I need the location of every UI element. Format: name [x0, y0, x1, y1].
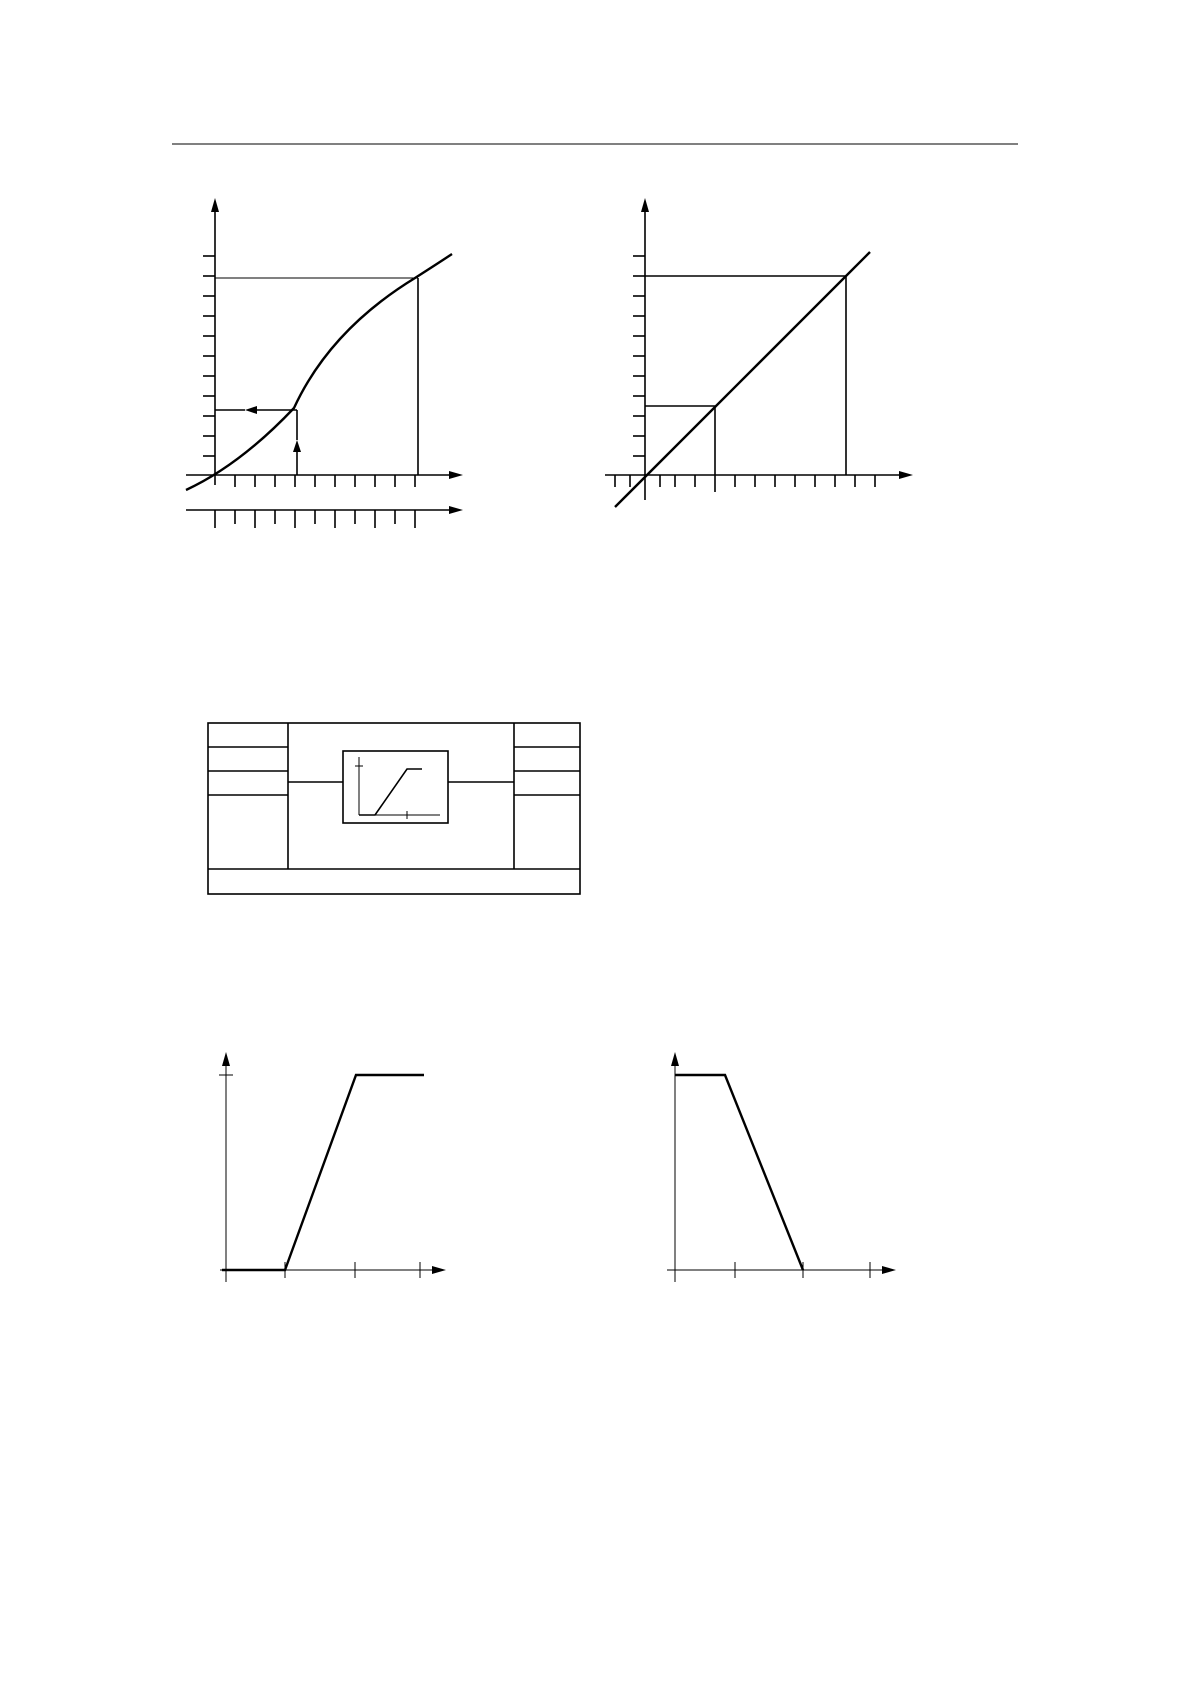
linear-y-ticks	[633, 256, 645, 456]
curve-x-arrowhead-lower	[449, 506, 463, 514]
curve-line	[186, 254, 452, 490]
rampdown-x-arrowhead	[882, 1266, 896, 1274]
curve-x-ticks-lower	[215, 510, 415, 528]
rampdown-y-arrowhead	[671, 1052, 679, 1066]
block-diagram-figure	[208, 723, 580, 894]
curve-y-ticks	[203, 256, 215, 456]
block-function-mini-graph	[355, 757, 440, 819]
curve-arrow-up-head	[293, 440, 301, 452]
linear-x-arrowhead	[899, 471, 913, 479]
curve-x-ticks-upper	[235, 475, 415, 487]
curve-y-arrowhead	[211, 198, 219, 212]
rampup-x-arrowhead	[432, 1266, 446, 1274]
curve-mapping-figure	[186, 198, 463, 528]
linear-mapping-figure	[605, 198, 913, 507]
curve-arrow-left-head	[245, 406, 257, 414]
linear-x-ticks	[615, 475, 875, 492]
ramp-up-figure	[219, 1052, 446, 1282]
rampdown-curve	[675, 1075, 803, 1270]
linear-diagonal-line	[615, 252, 870, 507]
rampup-y-arrowhead	[222, 1052, 230, 1066]
rampup-curve	[222, 1075, 424, 1270]
linear-y-arrowhead	[641, 198, 649, 212]
curve-x-arrowhead-upper	[449, 471, 463, 479]
ramp-down-figure	[667, 1052, 896, 1282]
